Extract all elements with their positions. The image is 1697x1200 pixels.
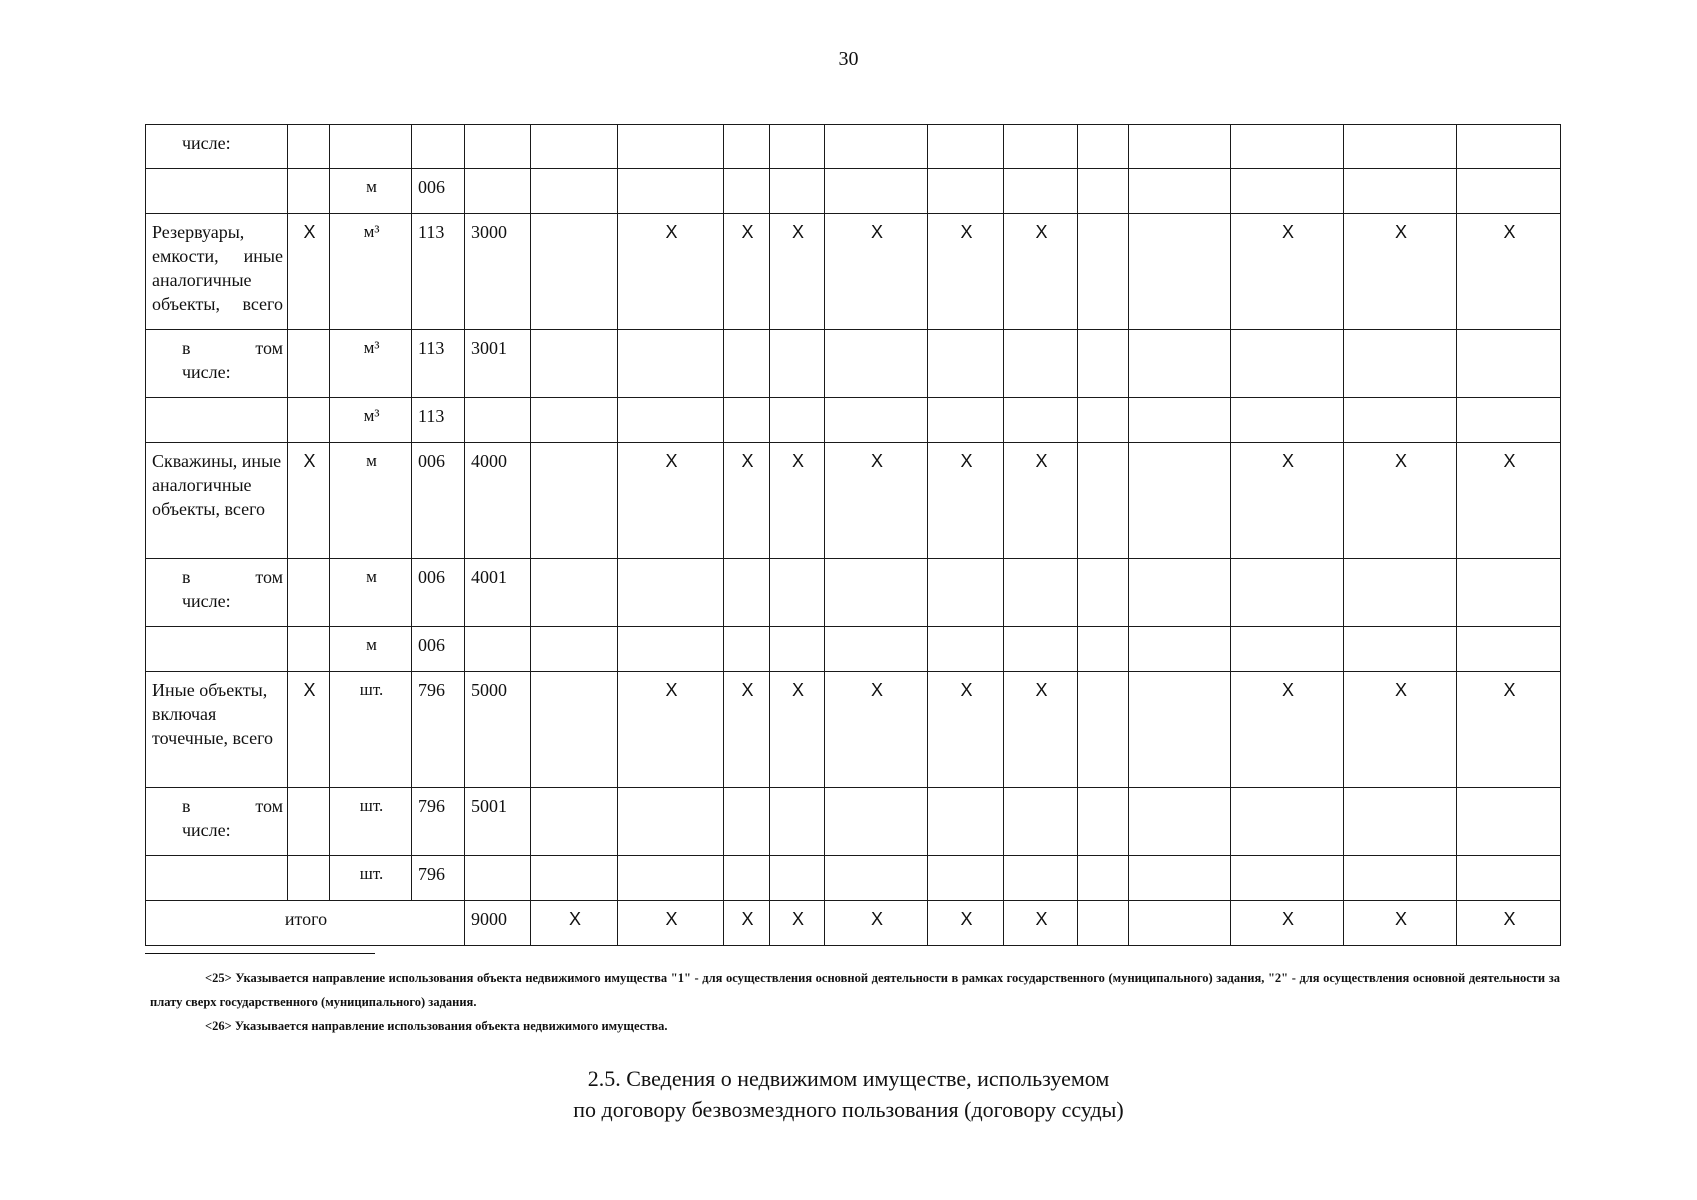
value-cell [1004,169,1078,214]
value-cell [1457,125,1561,169]
unit-cell: м³ [330,330,412,398]
okei-code-cell: 113 [412,214,465,330]
row-mark-cell [288,559,330,627]
total-value-cell [1078,901,1129,946]
row-name-part: в [182,338,191,358]
row-name-part: том [255,796,283,816]
value-cell [1344,559,1457,627]
row-name-cell [146,169,288,214]
value-cell: Х [1457,672,1561,788]
row-name-part: числе: [182,591,231,611]
value-cell: Х [618,214,724,330]
okei-code-cell: 796 [412,672,465,788]
value-cell [1344,330,1457,398]
value-cell [770,398,825,443]
total-value-cell: Х [1004,901,1078,946]
value-cell [618,398,724,443]
row-name-cell [146,856,288,901]
table-row [146,788,1561,856]
value-cell [724,398,770,443]
value-cell [531,125,618,169]
value-cell [770,627,825,672]
value-cell [1004,330,1078,398]
unit-cell: м [330,169,412,214]
value-cell [1231,856,1344,901]
total-line-code: 9000 [465,901,531,946]
value-cell [724,788,770,856]
value-cell [1004,398,1078,443]
row-mark-cell: Х [288,672,330,788]
total-value-cell: Х [825,901,928,946]
value-cell [770,169,825,214]
value-cell: Х [928,672,1004,788]
row-name: числе: [182,133,231,153]
value-cell: Х [724,443,770,559]
value-cell [1078,559,1129,627]
value-cell [724,330,770,398]
value-cell: Х [1457,214,1561,330]
line-code-cell [465,627,531,672]
table-row [146,856,1561,901]
unit-cell: шт. [330,672,412,788]
value-cell [1129,443,1231,559]
value-cell: Х [770,214,825,330]
value-cell: Х [1231,443,1344,559]
unit-cell: м³ [330,398,412,443]
value-cell: Х [1004,214,1078,330]
table-row [146,214,1561,330]
value-cell: Х [825,443,928,559]
value-cell [1078,856,1129,901]
value-cell [1457,788,1561,856]
value-cell [1231,398,1344,443]
value-cell [1231,788,1344,856]
value-cell [1344,125,1457,169]
value-cell: Х [1344,443,1457,559]
total-value-cell: Х [1344,901,1457,946]
value-cell [1231,330,1344,398]
value-cell [1004,125,1078,169]
unit-cell: шт. [330,788,412,856]
value-cell [531,627,618,672]
row-mark-cell [288,330,330,398]
value-cell [1457,330,1561,398]
value-cell [1344,627,1457,672]
section-heading-line-2: по договору безвозмездного пользования (договору ссуды) [573,1097,1124,1122]
value-cell [1129,125,1231,169]
value-cell [825,559,928,627]
value-cell [928,627,1004,672]
value-cell [928,788,1004,856]
total-value-cell: Х [770,901,825,946]
okei-code-cell: 006 [412,559,465,627]
table-row [146,169,1561,214]
row-mark-cell [288,856,330,901]
value-cell [618,627,724,672]
row-mark-cell: Х [288,214,330,330]
value-cell [1457,398,1561,443]
okei-code-cell: 006 [412,443,465,559]
value-cell [1129,559,1231,627]
line-code-cell: 4001 [465,559,531,627]
value-cell [825,330,928,398]
value-cell [1344,169,1457,214]
value-cell [1078,169,1129,214]
table-row [146,627,1561,672]
footnote-separator [145,953,375,954]
row-mark-cell: Х [288,443,330,559]
footnotes [150,966,1560,1038]
page-number: 30 [838,48,859,70]
line-code-cell: 3001 [465,330,531,398]
value-cell [531,330,618,398]
line-code-cell: 5001 [465,788,531,856]
table-row [146,443,1561,559]
value-cell [1129,398,1231,443]
row-name-cell [146,672,288,788]
unit-cell [330,125,412,169]
value-cell: Х [618,672,724,788]
value-cell: Х [1231,214,1344,330]
value-cell [1078,330,1129,398]
property-table [145,124,1561,946]
value-cell [1004,627,1078,672]
value-cell: Х [724,672,770,788]
row-name-part: в [182,796,191,816]
value-cell [928,125,1004,169]
row-name-cell [146,125,288,169]
row-name-part: том [255,567,283,587]
value-cell [1231,169,1344,214]
footnote-26: <26> Указывается направление использования объекта недвижимого имущества. [205,1019,668,1033]
value-cell [1078,788,1129,856]
okei-code-cell [412,125,465,169]
row-mark-cell [288,788,330,856]
value-cell: Х [1344,214,1457,330]
okei-code-cell: 113 [412,398,465,443]
value-cell [770,125,825,169]
value-cell [1344,398,1457,443]
unit-cell: шт. [330,856,412,901]
value-cell [1129,214,1231,330]
value-cell [618,330,724,398]
value-cell [531,214,618,330]
row-mark-cell [288,169,330,214]
value-cell [770,330,825,398]
value-cell [1457,559,1561,627]
value-cell [724,559,770,627]
value-cell: Х [1231,672,1344,788]
value-cell [825,627,928,672]
row-name-cell [146,627,288,672]
line-code-cell: 5000 [465,672,531,788]
value-cell [1129,330,1231,398]
value-cell [770,788,825,856]
value-cell: Х [770,443,825,559]
value-cell [531,672,618,788]
value-cell [1078,125,1129,169]
table-row [146,559,1561,627]
total-value-cell: Х [531,901,618,946]
table-row [146,672,1561,788]
value-cell [618,125,724,169]
total-label: итого [146,901,465,946]
value-cell [1004,788,1078,856]
total-value-cell: Х [928,901,1004,946]
value-cell [1078,627,1129,672]
unit-cell: м [330,559,412,627]
line-code-cell [465,856,531,901]
value-cell [724,169,770,214]
value-cell [531,443,618,559]
row-name-cell [146,443,288,559]
value-cell [928,856,1004,901]
row-name-cell [146,398,288,443]
value-cell: Х [1004,443,1078,559]
value-cell [618,856,724,901]
line-code-cell [465,169,531,214]
value-cell [1078,214,1129,330]
okei-code-cell: 796 [412,856,465,901]
table-row [146,330,1561,398]
okei-code-cell: 006 [412,627,465,672]
value-cell [724,856,770,901]
section-heading [0,1063,1697,1125]
value-cell [825,125,928,169]
value-cell [928,330,1004,398]
unit-cell: м [330,627,412,672]
value-cell: Х [1457,443,1561,559]
row-name-part: числе: [182,820,231,840]
row-name: Резервуары, емкости, иные аналогичные объекты, всего [152,222,283,314]
section-heading-line-1: 2.5. Сведения о недвижимом имуществе, используемом [587,1066,1110,1091]
total-row [146,901,1561,946]
line-code-cell [465,125,531,169]
row-mark-cell [288,125,330,169]
value-cell [825,169,928,214]
value-cell: Х [724,214,770,330]
value-cell [1344,788,1457,856]
table-row [146,398,1561,443]
row-name-cell [146,788,288,856]
value-cell [618,559,724,627]
value-cell [1004,856,1078,901]
value-cell [1129,788,1231,856]
value-cell [724,125,770,169]
line-code-cell: 4000 [465,443,531,559]
value-cell [531,169,618,214]
value-cell [1129,856,1231,901]
total-value-cell: Х [1457,901,1561,946]
total-value-cell [1129,901,1231,946]
unit-cell: м³ [330,214,412,330]
value-cell: Х [825,214,928,330]
row-name: Иные объекты, включая точечные, всего [152,680,274,748]
value-cell [1457,627,1561,672]
value-cell [531,856,618,901]
value-cell [1231,125,1344,169]
value-cell [724,627,770,672]
value-cell [1129,169,1231,214]
value-cell [1078,398,1129,443]
value-cell [618,788,724,856]
value-cell [1457,169,1561,214]
value-cell [531,559,618,627]
line-code-cell [465,398,531,443]
row-name-part: числе: [182,362,231,382]
row-name-cell [146,559,288,627]
value-cell [531,788,618,856]
value-cell: Х [618,443,724,559]
value-cell [825,788,928,856]
total-value-cell: Х [618,901,724,946]
value-cell [928,559,1004,627]
value-cell [770,856,825,901]
value-cell [531,398,618,443]
value-cell [1129,672,1231,788]
unit-cell: м [330,443,412,559]
line-code-cell: 3000 [465,214,531,330]
value-cell [1129,627,1231,672]
value-cell [928,398,1004,443]
value-cell [1231,627,1344,672]
okei-code-cell: 113 [412,330,465,398]
value-cell: Х [825,672,928,788]
value-cell [1457,856,1561,901]
row-name: Скважины, иные аналогичные объекты, всего [152,451,282,519]
value-cell [1231,559,1344,627]
value-cell [618,169,724,214]
value-cell [1004,559,1078,627]
row-name-cell [146,214,288,330]
value-cell [1078,443,1129,559]
value-cell: Х [928,214,1004,330]
value-cell [1078,672,1129,788]
value-cell [770,559,825,627]
value-cell: Х [928,443,1004,559]
okei-code-cell: 006 [412,169,465,214]
okei-code-cell: 796 [412,788,465,856]
row-name-part: том [255,338,283,358]
value-cell [825,398,928,443]
row-mark-cell [288,627,330,672]
value-cell: Х [770,672,825,788]
value-cell: Х [1344,672,1457,788]
row-mark-cell [288,398,330,443]
total-value-cell: Х [1231,901,1344,946]
value-cell [1344,856,1457,901]
value-cell [825,856,928,901]
total-value-cell: Х [724,901,770,946]
value-cell: Х [1004,672,1078,788]
footnote-25: <25> Указывается направление использования объекта недвижимого имущества "1" - для осуществления основной деятельности в рамках государственного (муниципального) задания, "2" - для осуществления основной деятельности за плату сверх государственного (муниципального) задания. [150,971,1560,1009]
table-row [146,125,1561,169]
row-name-cell [146,330,288,398]
row-name-part: в [182,567,191,587]
value-cell [928,169,1004,214]
